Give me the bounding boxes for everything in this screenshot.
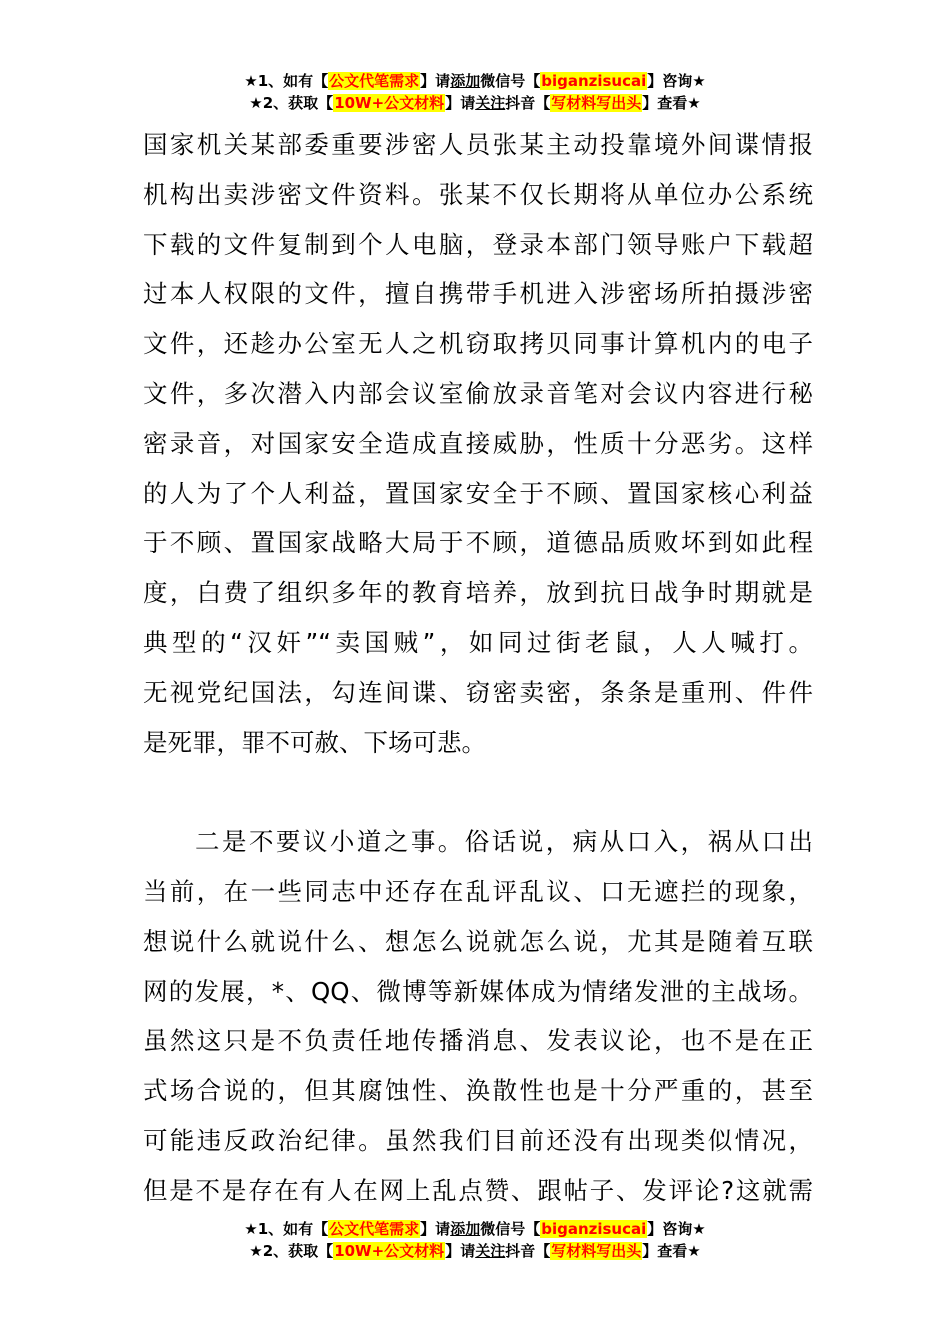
text-line: 但是不是存在有人在网上乱点赞、跟帖子、发评论?这就需 — [143, 1175, 813, 1205]
text-line: 过本人权限的文件，擅自携带手机进入涉密场所拍摄涉密 — [143, 279, 813, 309]
banner-highlight: 公文代笔需求 — [329, 72, 420, 90]
text-line: 无视党纪国法，勾连间谍、窃密卖密，条条是重刑、件件 — [143, 677, 813, 707]
text-line: 文件，多次潜入内部会议室偷放录音笔对会议内容进行秘 — [143, 378, 813, 408]
text-line: 式场合说的，但其腐蚀性、涣散性也是十分严重的，甚至 — [143, 1076, 813, 1106]
text-line: 于不顾、置国家战略大局于不顾，道德品质败坏到如此程 — [143, 528, 813, 558]
paragraph-gap — [143, 767, 813, 817]
text-line: 下载的文件复制到个人电脑，登录本部门领导账户下载超 — [143, 229, 813, 259]
text-line: 密录音，对国家安全造成直接威胁，性质十分恶劣。这样 — [143, 428, 813, 458]
banner-highlight: 10W+公文材料 — [334, 94, 445, 112]
text-line: 典型的“汉奸”“卖国贼”，如同过街老鼠，人人喊打。 — [143, 627, 813, 657]
text-line: 文件，还趁办公室无人之机窃取拷贝同事计算机内的电子 — [143, 329, 813, 359]
banner-highlight: 公文代笔需求 — [329, 1220, 420, 1238]
text-line: 网的发展，*、QQ、微博等新媒体成为情绪发泄的主战场。 — [143, 976, 813, 1006]
text-line: 二是不要议小道之事。俗话说，病从口入，祸从口出 — [195, 827, 813, 857]
banner-line-1: ★1、如有【公文代笔需求】请添加微信号【biganzisucai】咨询★ — [244, 1220, 706, 1238]
text-line: 国家机关某部委重要涉密人员张某主动投靠境外间谍情报 — [143, 130, 813, 159]
text-line: 的人为了个人利益，置国家安全于不顾、置国家核心利益 — [143, 478, 813, 508]
banner-line-2: ★2、获取【10W+公文材料】请关注抖音【写材料写出头】查看★ — [249, 94, 701, 112]
banner-line-2: ★2、获取【10W+公文材料】请关注抖音【写材料写出头】查看★ — [249, 1242, 701, 1260]
paragraph-1 — [143, 120, 813, 767]
top-banner — [0, 70, 950, 114]
banner-highlight: biganzisucai — [541, 1220, 647, 1238]
bottom-banner — [0, 1218, 950, 1262]
text-line: 是死罪，罪不可赦、下场可悲。 — [143, 727, 486, 757]
text-line: 机构出卖涉密文件资料。张某不仅长期将从单位办公系统 — [143, 179, 813, 209]
banner-highlight: 10W+公文材料 — [334, 1242, 445, 1260]
banner-highlight: 写材料写出头 — [551, 1242, 642, 1260]
text-line: 当前，在一些同志中还存在乱评乱议、口无遮拦的现象， — [143, 876, 813, 906]
text-line: 想说什么就说什么、想怎么说就怎么说，尤其是随着互联 — [143, 926, 813, 956]
text-line: 虽然这只是不负责任地传播消息、发表议论，也不是在正 — [143, 1026, 813, 1056]
text-line: 可能违反政治纪律。虽然我们目前还没有出现类似情况， — [143, 1125, 813, 1155]
banner-highlight: biganzisucai — [541, 72, 647, 90]
banner-highlight: 写材料写出头 — [551, 94, 642, 112]
banner-line-1: ★1、如有【公文代笔需求】请添加微信号【biganzisucai】咨询★ — [244, 72, 706, 90]
paragraph-2 — [143, 817, 813, 1215]
text-line: 度，白费了组织多年的教育培养，放到抗日战争时期就是 — [143, 578, 813, 608]
document-body — [143, 120, 813, 1216]
